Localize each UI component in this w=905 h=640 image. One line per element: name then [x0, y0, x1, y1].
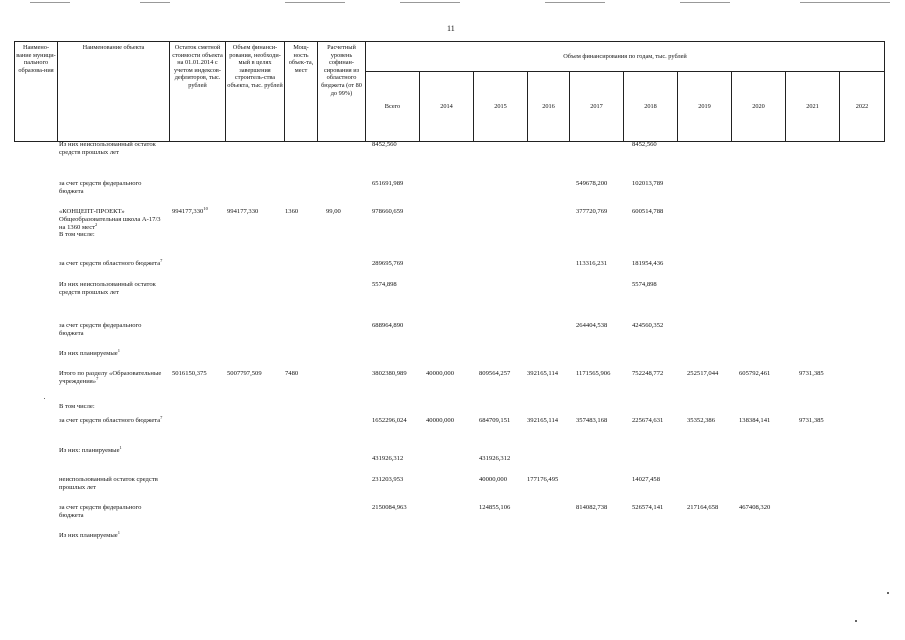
scan-artifact-line [680, 2, 730, 3]
cell-ostatok: 5016150,375 [172, 370, 207, 377]
cell-2019: 252517,044 [687, 370, 719, 377]
header-year: 2017 [570, 72, 624, 142]
cell-total: 5574,898 [372, 281, 397, 288]
cell-total: 3802380,989 [372, 370, 407, 377]
cell-2021: 9731,385 [799, 370, 824, 377]
cell-2015: 431926,312 [479, 455, 511, 462]
row-label [59, 208, 167, 239]
footnote-mark: 7 [160, 257, 163, 263]
row-label-text: за счет средств областного бюджета [59, 417, 161, 424]
cell-total: 231203,953 [372, 476, 404, 483]
footnote-mark: 7 [160, 414, 163, 420]
header-year: 2019 [678, 72, 732, 142]
header-year: 2018 [624, 72, 678, 142]
footnote-mark: 7 [96, 375, 99, 381]
cell-2018: 8452,560 [632, 141, 657, 148]
cell-total: 688964,890 [372, 322, 404, 329]
cell-2017: 549678,200 [576, 180, 608, 187]
cell-2015: 40000,000 [479, 476, 508, 483]
cell-2017: 814082,738 [576, 504, 608, 511]
cell-2018: 526574,141 [632, 504, 664, 511]
row-label [59, 370, 167, 386]
header-obem: Объем финанси-рования, необходи-мый в целях завершения строитель-ства объекта, тыс. рублей [226, 42, 285, 142]
header-municipality: Наимено-вание муници-пального образова-ния [15, 42, 58, 142]
cell-2020: 467408,320 [739, 504, 771, 511]
header-year: 2014 [420, 72, 474, 142]
header-total: Всего [366, 72, 420, 142]
header-table [14, 41, 885, 142]
cell-total: 651691,989 [372, 180, 404, 187]
row-label [59, 414, 167, 425]
cell-2019: 217164,658 [687, 504, 719, 511]
cell-2017: 113316,231 [576, 260, 608, 267]
cell-2018: 424560,352 [632, 322, 664, 329]
cell-moshnost: 1360 [285, 208, 299, 215]
table-body [0, 141, 905, 640]
cell-2017: 357483,168 [576, 417, 608, 424]
cell-2018: 102013,789 [632, 180, 664, 187]
cell-ostatok-value: 994177,330 [172, 208, 204, 215]
footnote-mark: 1 [117, 529, 120, 535]
cell-2019: 35352,386 [687, 417, 716, 424]
header-volume-group: Объем финансирования по годам, тыс. рублей [366, 42, 885, 72]
header-year: 2021 [786, 72, 840, 142]
cell-2014: 40000,000 [426, 370, 455, 377]
row-label: за счет средств федерального бюджета [59, 322, 142, 337]
cell-2017: 1171565,906 [576, 370, 611, 377]
row-label-text: Итого по разделу «Образовательные учреждения» [59, 370, 162, 385]
row-label-text: Из них: планируемые [59, 447, 120, 454]
cell-2018: 5574,898 [632, 281, 657, 288]
cell-2015: 124855,106 [479, 504, 511, 511]
row-label-text: «КОНЦЕПТ-ПРОЕКТ» Общеобразовательная школа А-17/3 на 1360 мест [59, 208, 161, 231]
header-moshnost: Мощ-ность объек-та, мест [285, 42, 318, 142]
cell-2018: 225674,631 [632, 417, 664, 424]
cell-2020: 605792,461 [739, 370, 771, 377]
scan-artifact-line [400, 2, 460, 3]
cell-total: 2150084,963 [372, 504, 407, 511]
row-label: неиспользованный остаток средств прошлых лет [59, 476, 158, 491]
scan-artifact-line [140, 2, 170, 3]
cell-2018: 181954,436 [632, 260, 664, 267]
row-label [59, 257, 167, 268]
row-label: за счет средств федерального бюджета [59, 180, 142, 195]
cell-uroven: 99,00 [326, 208, 341, 215]
cell-total: 1652296,024 [372, 417, 407, 424]
row-label [59, 529, 167, 540]
cell-obem: 5007797,509 [227, 370, 262, 377]
scan-speck [887, 592, 889, 594]
cell-total: 289695,769 [372, 260, 404, 267]
header-year: 2016 [528, 72, 570, 142]
row-label [59, 347, 167, 358]
cell-moshnost: 7480 [285, 370, 299, 377]
header-uroven: Расчетный уровень софинан-сирования из областного бюджета (от 80 до 99%) [318, 42, 366, 142]
cell-total: 8452,560 [372, 141, 397, 148]
footnote-mark: 10 [203, 205, 208, 211]
header-object: Наименование объекта [58, 42, 170, 142]
scan-artifact-line [30, 2, 70, 3]
cell-total: 978660,659 [372, 208, 404, 215]
scan-artifact-line [545, 2, 605, 3]
cell-2018: 752248,772 [632, 370, 664, 377]
row-label-text: за счет средств областного бюджета [59, 260, 161, 267]
footnote-mark: 1 [117, 347, 120, 353]
cell-2016: 177176,495 [527, 476, 559, 483]
header-ostatok: Остаток сметной стоимости объекта на 01.01.2014 с учетом индексов-дефляторов, тыс. рублей [170, 42, 226, 142]
footnote-mark: 2 [95, 221, 98, 227]
row-label: за счет средств федерального бюджета [59, 504, 142, 519]
row-label-text: Из них планируемые [59, 532, 118, 539]
row-label: Из них неиспользованный остаток средств прошлых лет [59, 141, 156, 156]
cell-total: 431926,312 [372, 455, 404, 462]
cell-ostatok [172, 205, 222, 216]
header-year: 2020 [732, 72, 786, 142]
cell-2014: 40000,000 [426, 417, 455, 424]
row-label [59, 444, 167, 455]
row-label-text: Из них планируемые [59, 350, 118, 357]
cell-2016: 392165,114 [527, 417, 559, 424]
cell-2016: 392165,114 [527, 370, 559, 377]
header-year: 2022 [840, 72, 885, 142]
cell-2017: 264404,538 [576, 322, 608, 329]
footnote-mark: 1 [119, 444, 122, 450]
scan-artifact-line [800, 2, 890, 3]
scan-speck [855, 620, 857, 622]
cell-2021: 9731,385 [799, 417, 824, 424]
row-label: Из них неиспользованный остаток средств прошлых лет [59, 281, 156, 296]
cell-obem: 994177,330 [227, 208, 259, 215]
scan-artifact-line [285, 2, 345, 3]
cell-2018: 600514,788 [632, 208, 664, 215]
cell-2015: 684709,151 [479, 417, 511, 424]
row-label: В том числе: [59, 403, 95, 410]
header-year: 2015 [474, 72, 528, 142]
page-number: 11 [447, 24, 455, 33]
cell-2015: 809564,257 [479, 370, 511, 377]
cell-2017: 377720,769 [576, 208, 608, 215]
cell-2020: 138384,141 [739, 417, 771, 424]
cell-2018: 14027,458 [632, 476, 661, 483]
row-label-tail: В том числе: [59, 231, 95, 239]
scan-speck [44, 398, 45, 399]
